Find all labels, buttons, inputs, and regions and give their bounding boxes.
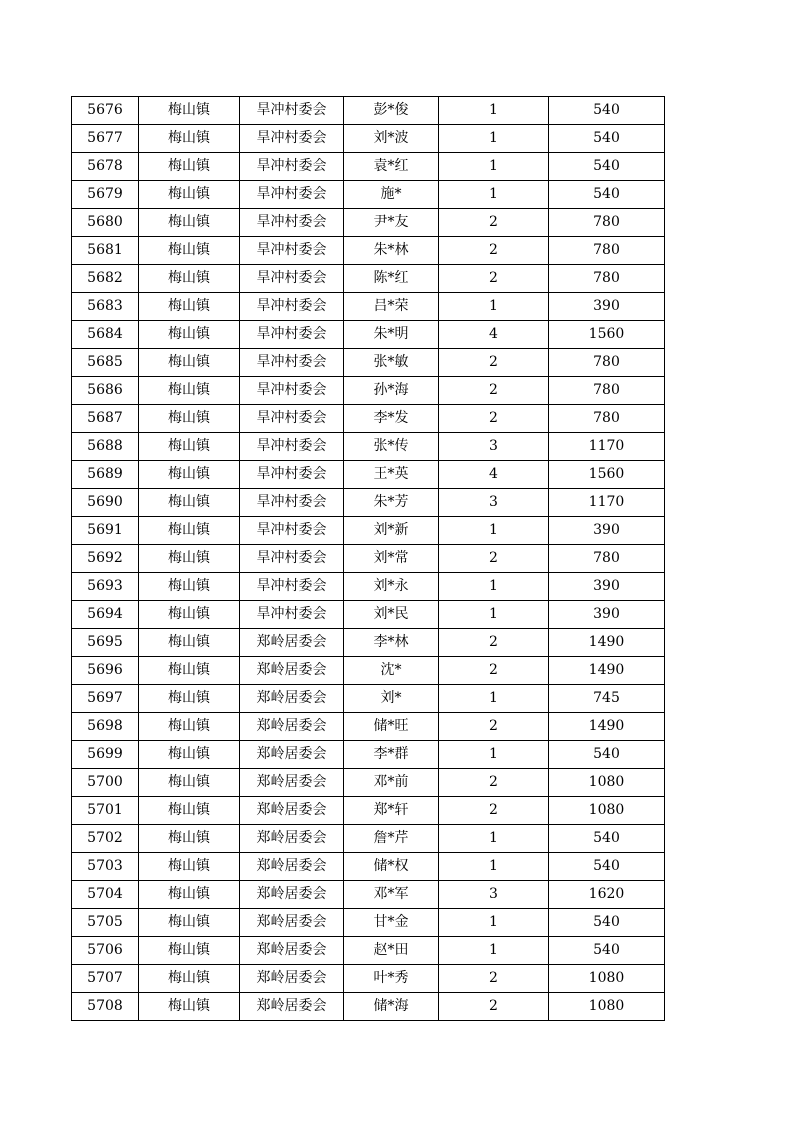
amount-cell: 1080 xyxy=(549,769,665,797)
amount-cell: 780 xyxy=(549,377,665,405)
row-number-cell: 5679 xyxy=(72,181,139,209)
amount-cell: 390 xyxy=(549,517,665,545)
town-cell: 梅山镇 xyxy=(139,993,240,1021)
town-cell: 梅山镇 xyxy=(139,853,240,881)
name-cell: 袁*红 xyxy=(344,153,439,181)
table-row xyxy=(72,321,665,349)
name-cell: 刘*新 xyxy=(344,517,439,545)
village-committee-cell: 旱冲村委会 xyxy=(240,405,344,433)
town-cell: 梅山镇 xyxy=(139,265,240,293)
name-cell: 叶*秀 xyxy=(344,965,439,993)
town-cell: 梅山镇 xyxy=(139,517,240,545)
person-count-cell: 2 xyxy=(439,405,549,433)
table-row xyxy=(72,97,665,125)
person-count-cell: 1 xyxy=(439,741,549,769)
person-count-cell: 1 xyxy=(439,825,549,853)
amount-cell: 540 xyxy=(549,97,665,125)
town-cell: 梅山镇 xyxy=(139,125,240,153)
name-cell: 尹*友 xyxy=(344,209,439,237)
table-row xyxy=(72,993,665,1021)
town-cell: 梅山镇 xyxy=(139,685,240,713)
amount-cell: 1490 xyxy=(549,657,665,685)
row-number-cell: 5692 xyxy=(72,545,139,573)
name-cell: 赵*田 xyxy=(344,937,439,965)
person-count-cell: 2 xyxy=(439,965,549,993)
village-committee-cell: 旱冲村委会 xyxy=(240,461,344,489)
town-cell: 梅山镇 xyxy=(139,181,240,209)
person-count-cell: 3 xyxy=(439,489,549,517)
person-count-cell: 2 xyxy=(439,657,549,685)
row-number-cell: 5696 xyxy=(72,657,139,685)
town-cell: 梅山镇 xyxy=(139,797,240,825)
amount-cell: 1080 xyxy=(549,965,665,993)
table-row xyxy=(72,825,665,853)
village-committee-cell: 旱冲村委会 xyxy=(240,321,344,349)
table-row xyxy=(72,181,665,209)
person-count-cell: 2 xyxy=(439,377,549,405)
amount-cell: 1080 xyxy=(549,797,665,825)
village-committee-cell: 旱冲村委会 xyxy=(240,181,344,209)
name-cell: 储*权 xyxy=(344,853,439,881)
amount-cell: 780 xyxy=(549,545,665,573)
name-cell: 朱*林 xyxy=(344,237,439,265)
row-number-cell: 5707 xyxy=(72,965,139,993)
table-row xyxy=(72,573,665,601)
amount-cell: 1080 xyxy=(549,993,665,1021)
table-body xyxy=(72,97,665,1021)
table-row xyxy=(72,881,665,909)
person-count-cell: 1 xyxy=(439,601,549,629)
person-count-cell: 1 xyxy=(439,517,549,545)
village-committee-cell: 旱冲村委会 xyxy=(240,489,344,517)
town-cell: 梅山镇 xyxy=(139,209,240,237)
amount-cell: 1560 xyxy=(549,461,665,489)
village-committee-cell: 旱冲村委会 xyxy=(240,601,344,629)
row-number-cell: 5682 xyxy=(72,265,139,293)
row-number-cell: 5683 xyxy=(72,293,139,321)
name-cell: 储*旺 xyxy=(344,713,439,741)
name-cell: 詹*芹 xyxy=(344,825,439,853)
person-count-cell: 4 xyxy=(439,321,549,349)
table-row xyxy=(72,713,665,741)
person-count-cell: 2 xyxy=(439,237,549,265)
row-number-cell: 5698 xyxy=(72,713,139,741)
village-committee-cell: 旱冲村委会 xyxy=(240,349,344,377)
amount-cell: 1170 xyxy=(549,433,665,461)
person-count-cell: 2 xyxy=(439,629,549,657)
row-number-cell: 5705 xyxy=(72,909,139,937)
row-number-cell: 5687 xyxy=(72,405,139,433)
name-cell: 陈*红 xyxy=(344,265,439,293)
table-row xyxy=(72,461,665,489)
amount-cell: 540 xyxy=(549,741,665,769)
table-row xyxy=(72,517,665,545)
name-cell: 王*英 xyxy=(344,461,439,489)
name-cell: 朱*明 xyxy=(344,321,439,349)
name-cell: 李*群 xyxy=(344,741,439,769)
amount-cell: 1490 xyxy=(549,629,665,657)
table-row xyxy=(72,153,665,181)
name-cell: 刘*永 xyxy=(344,573,439,601)
name-cell: 储*海 xyxy=(344,993,439,1021)
person-count-cell: 1 xyxy=(439,853,549,881)
name-cell: 刘*波 xyxy=(344,125,439,153)
name-cell: 李*发 xyxy=(344,405,439,433)
table-row xyxy=(72,965,665,993)
village-committee-cell: 郑岭居委会 xyxy=(240,937,344,965)
amount-cell: 540 xyxy=(549,825,665,853)
town-cell: 梅山镇 xyxy=(139,713,240,741)
table-row xyxy=(72,237,665,265)
amount-cell: 540 xyxy=(549,125,665,153)
village-committee-cell: 郑岭居委会 xyxy=(240,685,344,713)
row-number-cell: 5701 xyxy=(72,797,139,825)
person-count-cell: 2 xyxy=(439,769,549,797)
name-cell: 孙*海 xyxy=(344,377,439,405)
amount-cell: 1170 xyxy=(549,489,665,517)
village-committee-cell: 旱冲村委会 xyxy=(240,433,344,461)
person-count-cell: 1 xyxy=(439,937,549,965)
row-number-cell: 5690 xyxy=(72,489,139,517)
village-committee-cell: 郑岭居委会 xyxy=(240,965,344,993)
row-number-cell: 5689 xyxy=(72,461,139,489)
town-cell: 梅山镇 xyxy=(139,377,240,405)
person-count-cell: 1 xyxy=(439,293,549,321)
table-row xyxy=(72,433,665,461)
amount-cell: 540 xyxy=(549,153,665,181)
person-count-cell: 1 xyxy=(439,181,549,209)
village-committee-cell: 旱冲村委会 xyxy=(240,545,344,573)
amount-cell: 540 xyxy=(549,937,665,965)
amount-cell: 745 xyxy=(549,685,665,713)
amount-cell: 780 xyxy=(549,209,665,237)
person-count-cell: 2 xyxy=(439,797,549,825)
village-committee-cell: 旱冲村委会 xyxy=(240,377,344,405)
person-count-cell: 1 xyxy=(439,685,549,713)
table-row xyxy=(72,377,665,405)
row-number-cell: 5681 xyxy=(72,237,139,265)
row-number-cell: 5693 xyxy=(72,573,139,601)
town-cell: 梅山镇 xyxy=(139,741,240,769)
village-committee-cell: 郑岭居委会 xyxy=(240,713,344,741)
town-cell: 梅山镇 xyxy=(139,433,240,461)
row-number-cell: 5691 xyxy=(72,517,139,545)
village-committee-cell: 郑岭居委会 xyxy=(240,629,344,657)
name-cell: 张*敏 xyxy=(344,349,439,377)
person-count-cell: 2 xyxy=(439,349,549,377)
row-number-cell: 5699 xyxy=(72,741,139,769)
person-count-cell: 2 xyxy=(439,993,549,1021)
town-cell: 梅山镇 xyxy=(139,97,240,125)
village-committee-cell: 郑岭居委会 xyxy=(240,881,344,909)
row-number-cell: 5688 xyxy=(72,433,139,461)
village-committee-cell: 郑岭居委会 xyxy=(240,825,344,853)
person-count-cell: 3 xyxy=(439,881,549,909)
person-count-cell: 1 xyxy=(439,573,549,601)
table-row xyxy=(72,741,665,769)
table-row xyxy=(72,629,665,657)
amount-cell: 540 xyxy=(549,181,665,209)
town-cell: 梅山镇 xyxy=(139,153,240,181)
row-number-cell: 5684 xyxy=(72,321,139,349)
name-cell: 彭*俊 xyxy=(344,97,439,125)
table-row xyxy=(72,209,665,237)
name-cell: 朱*芳 xyxy=(344,489,439,517)
amount-cell: 540 xyxy=(549,909,665,937)
village-committee-cell: 郑岭居委会 xyxy=(240,741,344,769)
amount-cell: 780 xyxy=(549,265,665,293)
person-count-cell: 2 xyxy=(439,265,549,293)
name-cell: 邓*前 xyxy=(344,769,439,797)
table-row xyxy=(72,937,665,965)
name-cell: 张*传 xyxy=(344,433,439,461)
name-cell: 郑*轩 xyxy=(344,797,439,825)
row-number-cell: 5708 xyxy=(72,993,139,1021)
table-row xyxy=(72,909,665,937)
village-committee-cell: 郑岭居委会 xyxy=(240,909,344,937)
town-cell: 梅山镇 xyxy=(139,349,240,377)
row-number-cell: 5706 xyxy=(72,937,139,965)
person-count-cell: 1 xyxy=(439,909,549,937)
town-cell: 梅山镇 xyxy=(139,545,240,573)
document-table-container xyxy=(71,96,665,1021)
village-committee-cell: 旱冲村委会 xyxy=(240,153,344,181)
town-cell: 梅山镇 xyxy=(139,293,240,321)
town-cell: 梅山镇 xyxy=(139,825,240,853)
row-number-cell: 5680 xyxy=(72,209,139,237)
village-committee-cell: 郑岭居委会 xyxy=(240,853,344,881)
town-cell: 梅山镇 xyxy=(139,629,240,657)
amount-cell: 780 xyxy=(549,349,665,377)
town-cell: 梅山镇 xyxy=(139,937,240,965)
table-row xyxy=(72,797,665,825)
village-committee-cell: 旱冲村委会 xyxy=(240,265,344,293)
amount-cell: 1620 xyxy=(549,881,665,909)
name-cell: 沈* xyxy=(344,657,439,685)
amount-cell: 390 xyxy=(549,573,665,601)
table-row xyxy=(72,489,665,517)
amount-cell: 390 xyxy=(549,601,665,629)
table-row xyxy=(72,601,665,629)
amount-cell: 540 xyxy=(549,853,665,881)
amount-cell: 780 xyxy=(549,405,665,433)
town-cell: 梅山镇 xyxy=(139,881,240,909)
row-number-cell: 5686 xyxy=(72,377,139,405)
name-cell: 刘*常 xyxy=(344,545,439,573)
village-committee-cell: 旱冲村委会 xyxy=(240,97,344,125)
row-number-cell: 5703 xyxy=(72,853,139,881)
village-committee-cell: 郑岭居委会 xyxy=(240,993,344,1021)
amount-cell: 390 xyxy=(549,293,665,321)
name-cell: 邓*军 xyxy=(344,881,439,909)
table-row xyxy=(72,853,665,881)
person-count-cell: 4 xyxy=(439,461,549,489)
row-number-cell: 5704 xyxy=(72,881,139,909)
person-count-cell: 1 xyxy=(439,97,549,125)
person-count-cell: 3 xyxy=(439,433,549,461)
town-cell: 梅山镇 xyxy=(139,321,240,349)
person-count-cell: 2 xyxy=(439,209,549,237)
row-number-cell: 5685 xyxy=(72,349,139,377)
village-committee-cell: 旱冲村委会 xyxy=(240,293,344,321)
name-cell: 施* xyxy=(344,181,439,209)
row-number-cell: 5694 xyxy=(72,601,139,629)
table-row xyxy=(72,405,665,433)
name-cell: 刘* xyxy=(344,685,439,713)
row-number-cell: 5700 xyxy=(72,769,139,797)
row-number-cell: 5697 xyxy=(72,685,139,713)
town-cell: 梅山镇 xyxy=(139,573,240,601)
table-row xyxy=(72,349,665,377)
table-row xyxy=(72,293,665,321)
table-row xyxy=(72,685,665,713)
amount-cell: 780 xyxy=(549,237,665,265)
table-row xyxy=(72,265,665,293)
name-cell: 李*林 xyxy=(344,629,439,657)
row-number-cell: 5677 xyxy=(72,125,139,153)
name-cell: 甘*金 xyxy=(344,909,439,937)
village-committee-cell: 旱冲村委会 xyxy=(240,237,344,265)
town-cell: 梅山镇 xyxy=(139,237,240,265)
row-number-cell: 5695 xyxy=(72,629,139,657)
table-row xyxy=(72,769,665,797)
village-committee-cell: 郑岭居委会 xyxy=(240,797,344,825)
town-cell: 梅山镇 xyxy=(139,965,240,993)
person-count-cell: 1 xyxy=(439,125,549,153)
person-count-cell: 2 xyxy=(439,713,549,741)
village-committee-cell: 旱冲村委会 xyxy=(240,573,344,601)
amount-cell: 1560 xyxy=(549,321,665,349)
person-count-cell: 1 xyxy=(439,153,549,181)
village-committee-cell: 郑岭居委会 xyxy=(240,657,344,685)
town-cell: 梅山镇 xyxy=(139,769,240,797)
town-cell: 梅山镇 xyxy=(139,601,240,629)
row-number-cell: 5676 xyxy=(72,97,139,125)
village-committee-cell: 旱冲村委会 xyxy=(240,517,344,545)
table-row xyxy=(72,545,665,573)
name-cell: 吕*荣 xyxy=(344,293,439,321)
village-committee-cell: 郑岭居委会 xyxy=(240,769,344,797)
name-cell: 刘*民 xyxy=(344,601,439,629)
town-cell: 梅山镇 xyxy=(139,657,240,685)
town-cell: 梅山镇 xyxy=(139,461,240,489)
assistance-table xyxy=(71,96,665,1021)
row-number-cell: 5702 xyxy=(72,825,139,853)
row-number-cell: 5678 xyxy=(72,153,139,181)
village-committee-cell: 旱冲村委会 xyxy=(240,209,344,237)
town-cell: 梅山镇 xyxy=(139,909,240,937)
person-count-cell: 2 xyxy=(439,545,549,573)
town-cell: 梅山镇 xyxy=(139,489,240,517)
table-row xyxy=(72,125,665,153)
village-committee-cell: 旱冲村委会 xyxy=(240,125,344,153)
town-cell: 梅山镇 xyxy=(139,405,240,433)
amount-cell: 1490 xyxy=(549,713,665,741)
table-row xyxy=(72,657,665,685)
